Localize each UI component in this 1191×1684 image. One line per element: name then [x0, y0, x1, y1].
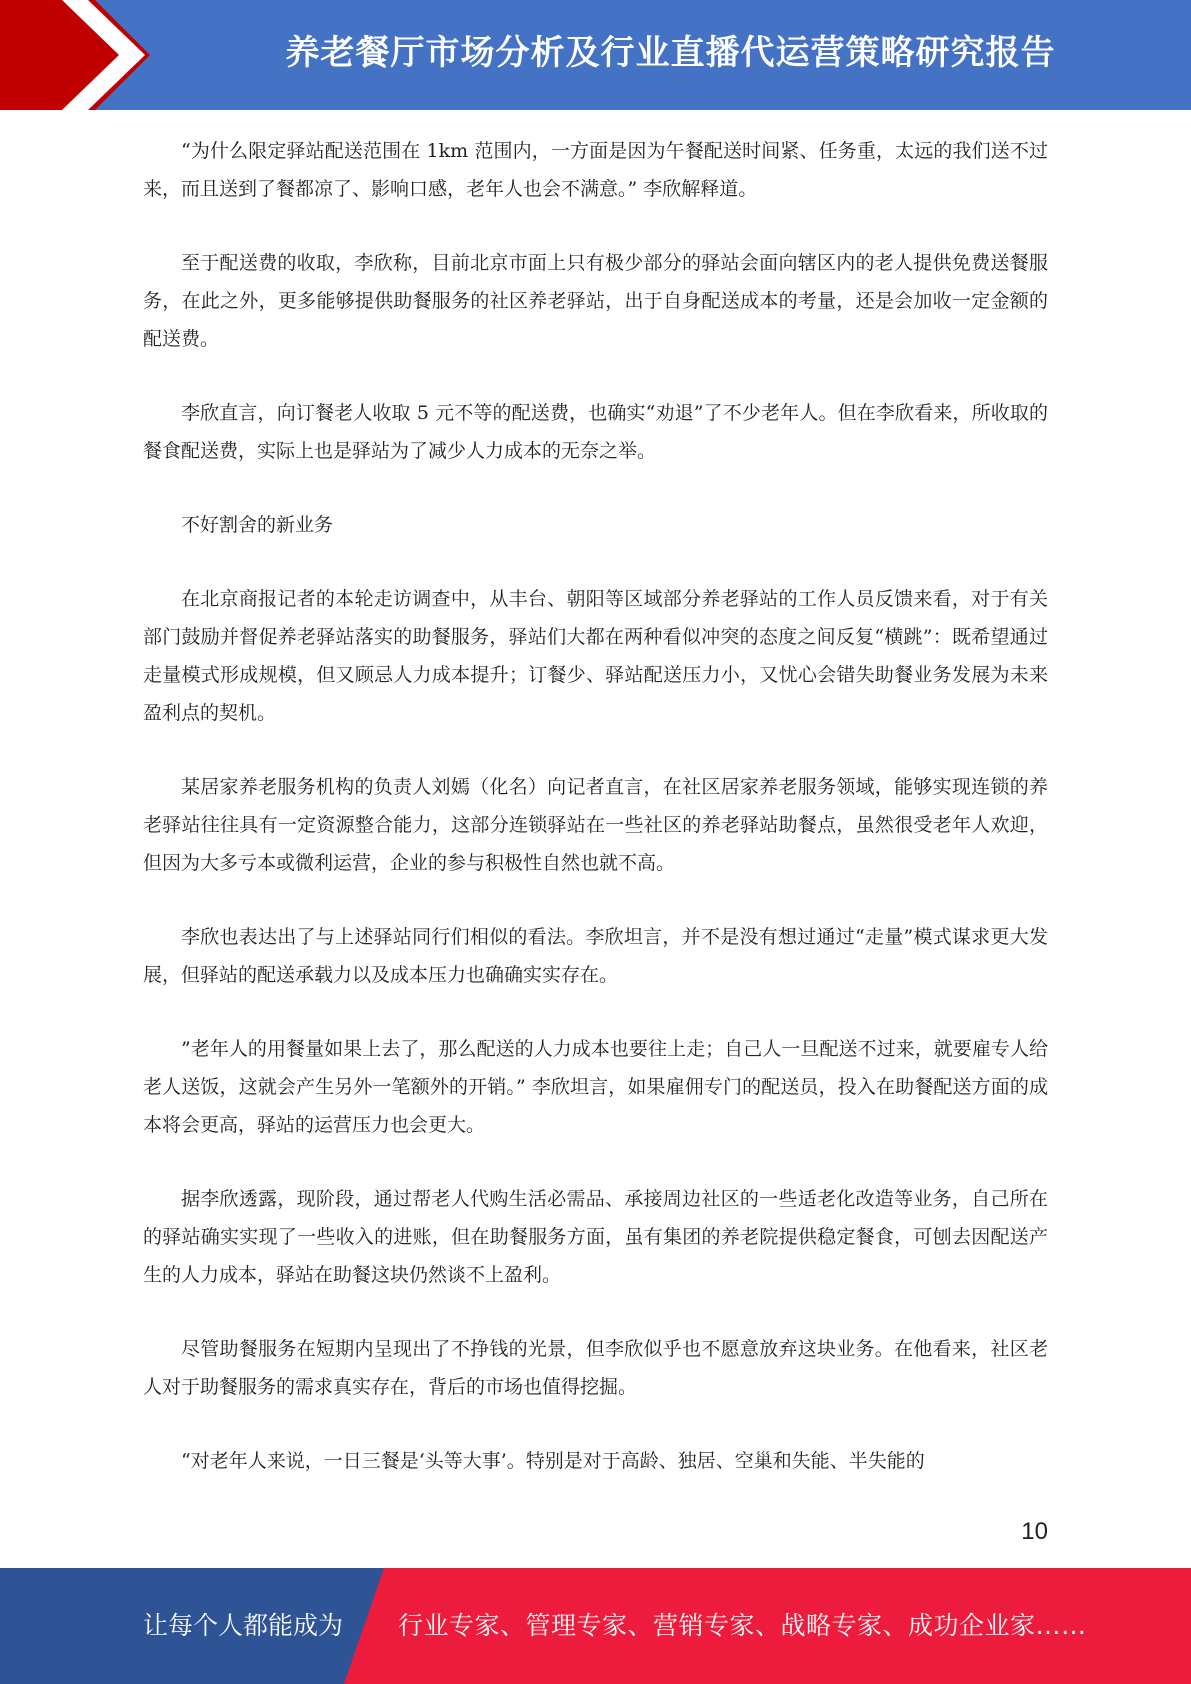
paragraph: 某居家养老服务机构的负责人刘嫣（化名）向记者直言，在社区居家养老服务领域，能够实现连锁的养老驿站往往具有一定资源整合能力，这部分连锁驿站在一些社区的养老驿站助餐点，虽然很受老年人欢迎，但因为大多亏本或微利运营，企业的参与积极性自然也就不高。	[143, 776, 1048, 874]
header-arrow-shape	[0, 0, 160, 110]
section-subheading: 不好割舍的新业务	[181, 514, 334, 536]
paragraph: 在北京商报记者的本轮走访调查中，从丰台、朝阳等区域部分养老驿站的工作人员反馈来看，对于有关部门鼓励并督促养老驿站落实的助餐服务，驿站们大都在两种看似冲突的态度之间反复“横跳”：既希望通过走量模式形成规模，但又顾忌人力成本提升；订餐少、驿站配送压力小，又忧心会错失助餐业务发展为未来盈利点的契机。	[143, 588, 1048, 724]
paragraph: ”老年人的用餐量如果上去了，那么配送的人力成本也要往上走；自己人一旦配送不过来，就要雇专人给老人送饭，这就会产生另外一笔额外的开销。” 李欣坦言，如果雇佣专门的配送员，投入在助餐配送方面的成本将会更高，驿站的运营压力也会更大。	[143, 1038, 1048, 1136]
report-header	[0, 0, 1191, 110]
paragraph: 尽管助餐服务在短期内呈现出了不挣钱的光景，但李欣似乎也不愿意放弃这块业务。在他看来，社区老人对于助餐服务的需求真实存在，背后的市场也值得挖掘。	[143, 1338, 1048, 1398]
page-number: 10	[1021, 1518, 1048, 1545]
paragraph: “为什么限定驿站配送范围在 1km 范围内，一方面是因为午餐配送时间紧、任务重，太远的我们送不过来，而且送到了餐都凉了、影响口感，老年人也会不满意。” 李欣解释道。	[143, 140, 1048, 200]
paragraph: “对老年人来说，一日三餐是‘头等大事’。特别是对于高龄、独居、空巢和失能、半失能的	[181, 1450, 925, 1472]
report-title: 养老餐厅市场分析及行业直播代运营策略研究报告	[285, 33, 1056, 73]
paragraph: 李欣直言，向订餐老人收取 5 元不等的配送费，也确实“劝退”了不少老年人。但在李欣看来，所收取的餐食配送费，实际上也是驿站为了减少人力成本的无奈之举。	[143, 402, 1048, 462]
article-body	[143, 132, 1048, 1516]
footer-banner	[0, 1568, 1191, 1684]
footer-slogan-right: 行业专家、管理专家、营销专家、战略专家、成功企业家……	[398, 1611, 1087, 1640]
paragraph: 据李欣透露，现阶段，通过帮老人代购生活必需品、承接周边社区的一些适老化改造等业务，自己所在的驿站确实实现了一些收入的进账，但在助餐服务方面，虽有集团的养老院提供稳定餐食，可刨去因配送产生的人力成本，驿站在助餐这块仍然谈不上盈利。	[143, 1188, 1048, 1286]
paragraph: 至于配送费的收取，李欣称，目前北京市面上只有极少部分的驿站会面向辖区内的老人提供免费送餐服务，在此之外，更多能够提供助餐服务的社区养老驿站，出于自身配送成本的考量，还是会加收一定金额的配送费。	[143, 252, 1048, 350]
footer-slogan-left: 让每个人都能成为	[143, 1611, 344, 1640]
paragraph: 李欣也表达出了与上述驿站同行们相似的看法。李欣坦言，并不是没有想过通过“走量”模式谋求更大发展，但驿站的配送承载力以及成本压力也确确实实存在。	[143, 926, 1048, 986]
